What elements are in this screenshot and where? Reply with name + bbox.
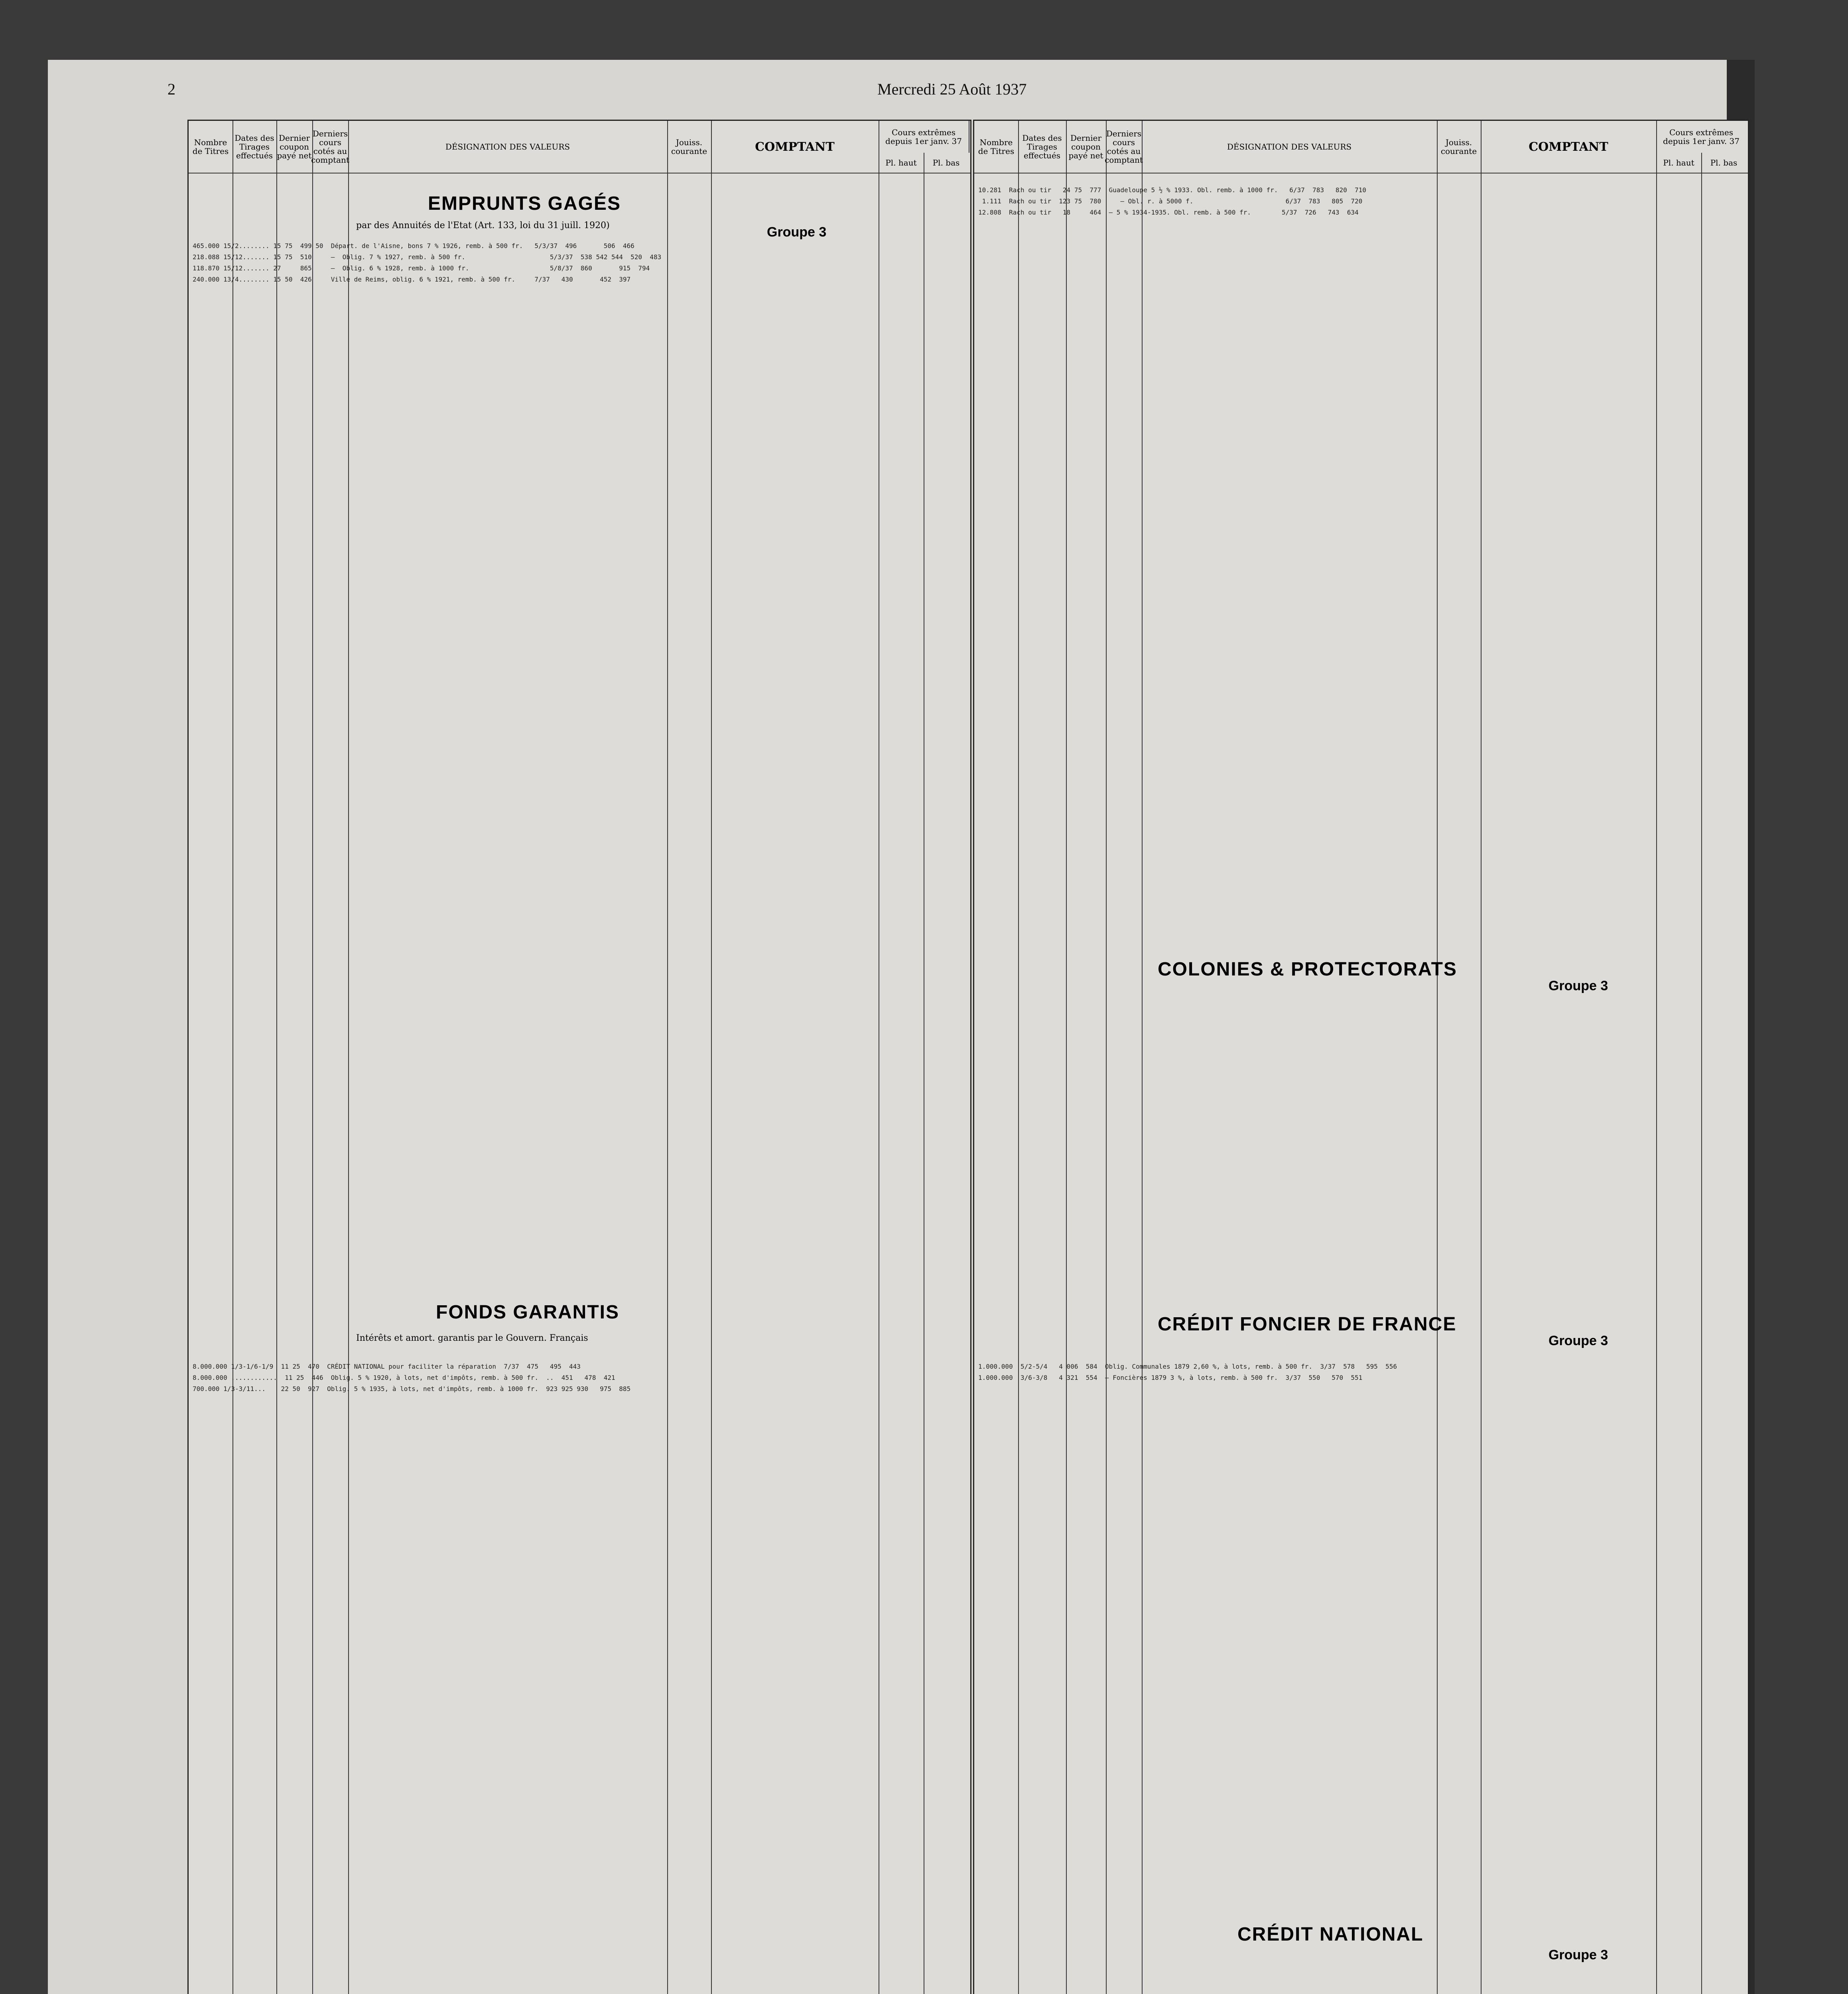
col-divider (667, 173, 668, 1994)
groupe-label: Groupe 3 (767, 225, 827, 240)
section-credit-national: CRÉDIT NATIONAL (1237, 1924, 1424, 1945)
col-comptant: COMPTANT (711, 121, 879, 173)
groupe-label: Groupe 3 (1549, 1947, 1608, 1962)
table-rows: 8.000.000 1/3-1/6-1/9 11 25 470 CRÉDIT NATIONAL pour faciliter la réparation 7/37 475 495 443 8.000.000 ............ 11 25 446 Oblig. 5 % 1920, à lots, net d'impôts, remb. à 500 fr. .. 451 478 421 700.000 1/3-3/11... 22 50 927 Oblig. 5 % 1935, à lots, net d'impôts, remb. à 1000 fr. 923 925 930 975 885 (193, 1363, 631, 1393)
page-number: 2 (167, 80, 175, 98)
table-rows: 1.000.000 5/2-5/4 4 006 584 Oblig. Communales 1879 2,60 %, à lots, remb. à 500 fr. 3/37 578 595 556 1.000.000 3/6-3/8 4 321 554 — Foncières 1879 3 %, à lots, remb. à 500 fr. 3/37 550 570 551 (978, 1363, 1397, 1381)
col-nombre: Nombre de Titres (974, 121, 1019, 173)
col-divider (1656, 173, 1657, 1994)
col-cours: Derniers cours cotés au comptant (1106, 121, 1143, 173)
col-dates: Dates des Tirages effectués (1018, 121, 1067, 173)
col-divider (1701, 173, 1702, 1994)
col-nombre: Nombre de Titres (189, 121, 233, 173)
col-plhaut: Pl. haut (879, 153, 924, 173)
groupe-label: Groupe 3 (1549, 1333, 1608, 1348)
section-colonies: COLONIES & PROTECTORATS (1158, 959, 1457, 980)
col-plhaut: Pl. haut (1656, 153, 1702, 173)
right-quote-table (973, 120, 1749, 1994)
section-fonds-subtitle: Intérêts et amort. garantis par le Gouvern. Français (356, 1333, 588, 1343)
col-jouiss: Jouiss. courante (1437, 121, 1482, 173)
col-plbas: Pl. bas (1710, 158, 1738, 167)
col-divider (1018, 173, 1019, 1994)
col-jouiss: Jouiss. courante (667, 121, 712, 173)
col-divider (1142, 173, 1143, 1994)
col-designation: DÉSIGNATION DES VALEURS (348, 121, 668, 173)
col-comptant: COMPTANT (1481, 121, 1657, 173)
col-divider (1437, 173, 1438, 1994)
col-divider (1481, 173, 1482, 1994)
section-emprunts-gages: EMPRUNTS GAGÉS (428, 193, 621, 214)
col-extremes: Cours extrêmes depuis 1er janv. 37 (879, 121, 969, 153)
col-divider (1066, 173, 1067, 1994)
section-credit-foncier: CRÉDIT FONCIER DE FRANCE (1158, 1314, 1457, 1335)
table-rows: 465.000 15/2........ 15 75 499 50 Départ. de l'Aisne, bons 7 % 1926, remb. à 500 fr. 5/3/37 496 506 466 218.088 15/12....... 15 75 510 — Oblig. 7 % 1927, remb. à 500 fr. 5/3/37 538 542 544 520 483 118.870 15/12....... 27 865 — Oblig. 6 % 1928, remb. à 1000 fr. 5/8/37 860 915 794 240.000 13/4........ 15 50 426 Ville de Reims, oblig. 6 % 1921, remb. à 500 fr. 7/37 430 452 397 (193, 242, 662, 283)
col-divider (348, 173, 349, 1994)
col-extremes: Cours extrêmes depuis 1er janv. 37 (1663, 128, 1740, 146)
col-cours: Derniers cours cotés au comptant (312, 121, 349, 173)
section-emprunts-subtitle: par des Annuités de l'Etat (Art. 133, loi du 31 juill. 1920) (356, 221, 610, 231)
col-dernier: Dernier coupon payé net (276, 121, 313, 173)
col-dernier: Dernier coupon payé net (1066, 121, 1107, 173)
col-divider (312, 173, 313, 1994)
left-quote-table (187, 120, 971, 1994)
col-designation: DÉSIGNATION DES VALEURS (1142, 121, 1438, 173)
col-divider (276, 173, 277, 1994)
section-fonds-garantis: FONDS GARANTIS (436, 1302, 619, 1323)
col-dates: Dates des Tirages effectués (232, 121, 277, 173)
col-divider (232, 173, 233, 1994)
col-divider (1106, 173, 1107, 1994)
table-rows: 10.281 Rach ou tir 24 75 777 Guadeloupe 5 ½ % 1933. Obl. remb. à 1000 fr. 6/37 783 820 710 1.111 Rach ou tir 123 75 780 — Obl. r. à 5000 f. 6/37 783 805 720 12.808 Rach ou tir 18 464 — 5 % 1934-1935. Obl. remb. à 500 fr. 5/37 726 743 634 (978, 186, 1366, 216)
col-divider (711, 173, 712, 1994)
groupe-label: Groupe 3 (1549, 978, 1608, 993)
page-date: Mercredi 25 Août 1937 (877, 80, 1027, 98)
col-plbas: Pl. bas (932, 158, 960, 167)
